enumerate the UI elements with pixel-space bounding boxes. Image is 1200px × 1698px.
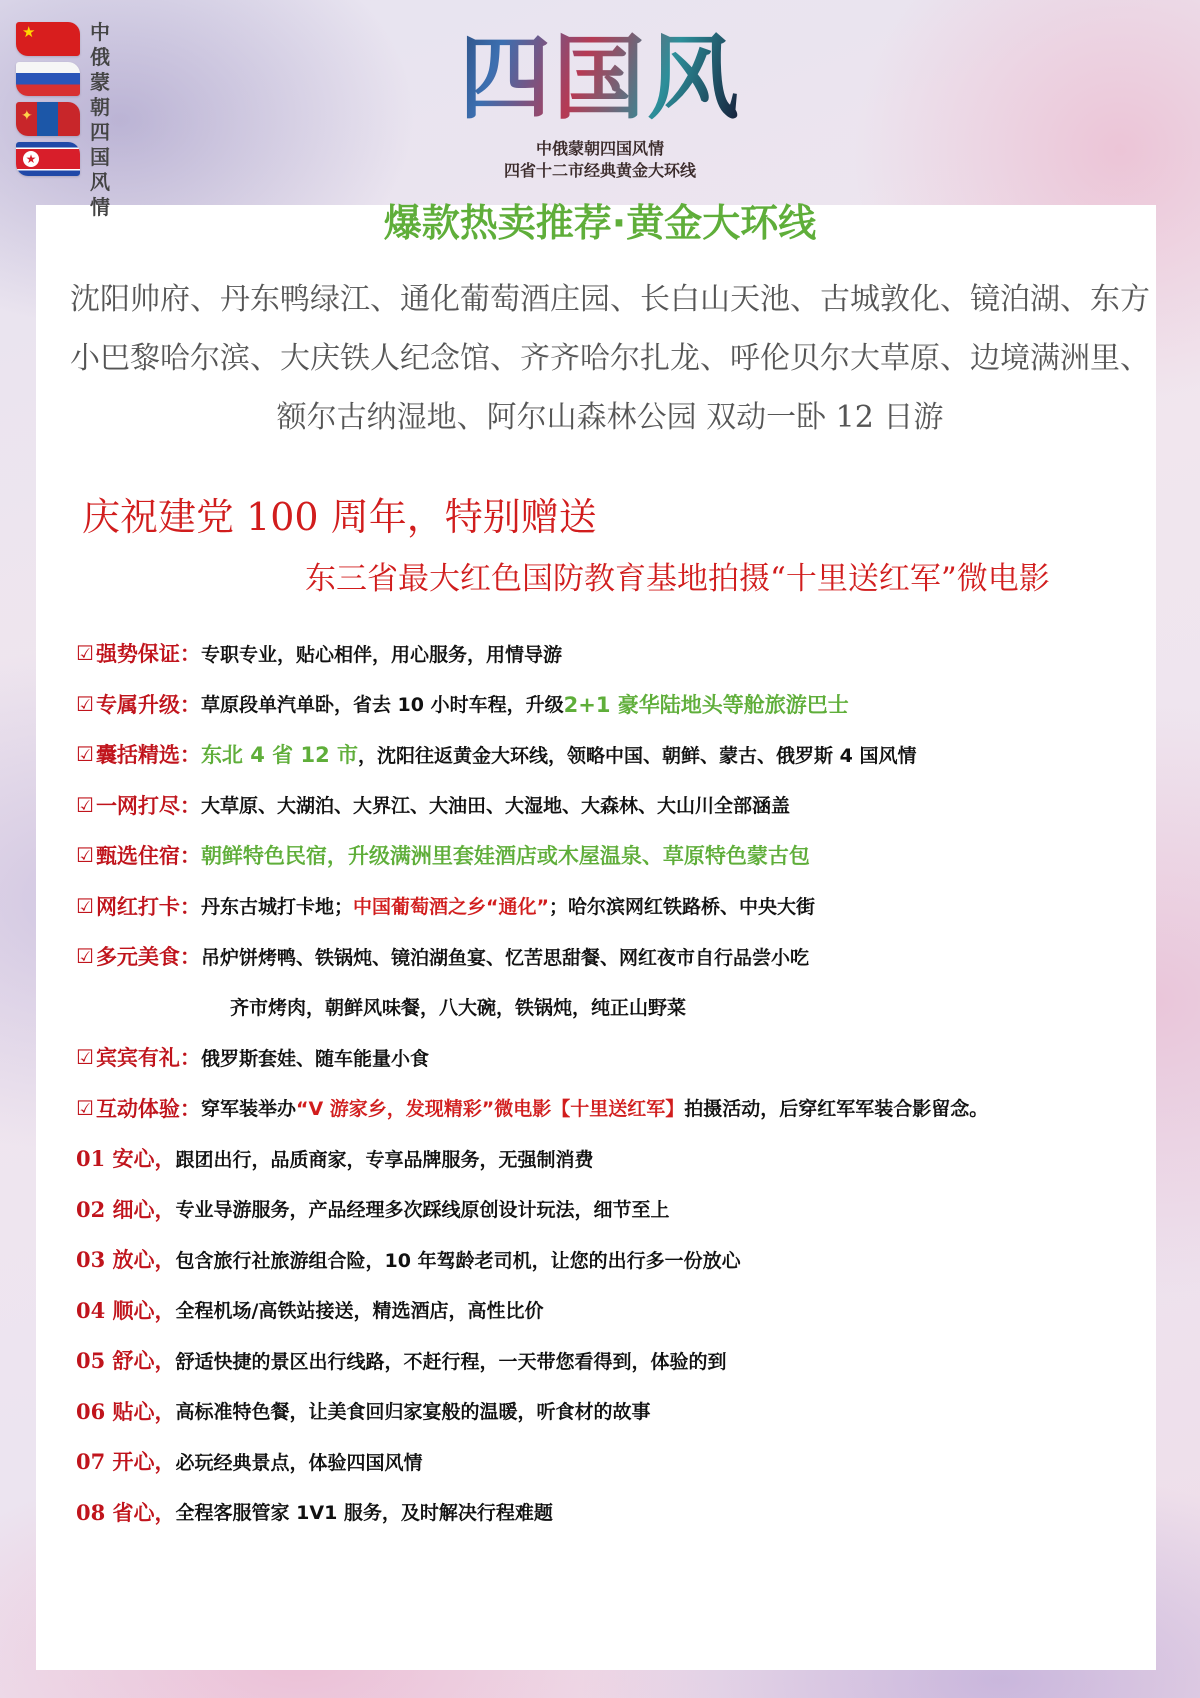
feature-text: 大草原、大湖泊、大界江、大油田、大湿地、大森林、大山川全部涵盖 (200, 795, 790, 818)
promise-row (76, 1133, 1166, 1184)
mongolia-flag (16, 102, 80, 136)
feature-row (76, 830, 1166, 881)
feature-text: 吊炉饼烤鸭、铁锅炖、镜泊湖鱼宴、忆苦思甜餐、网红夜市自行品尝小吃 (200, 946, 809, 969)
checkbox-icon: ☑ (76, 1045, 94, 1070)
route-description: 沈阳帅府、丹东鸭绿江、通化葡萄酒庄园、长白山天池、古城敦化、镜泊湖、东方小巴黎哈尔滨、大庆铁人纪念馆、齐齐哈尔扎龙、呼伦贝尔大草原、边境满洲里、额尔古纳湿地、阿尔山森林公园 双动一卧 12 日游 (70, 282, 1150, 435)
checkbox-icon: ☑ (76, 641, 94, 666)
feature-text: ，沈阳往返黄金大环线，领略中国、朝鲜、蒙古、俄罗斯 4 国风情 (358, 744, 917, 767)
feature-label: 多元美食： (95, 945, 201, 970)
checkbox-icon: ☑ (76, 742, 94, 767)
feature-highlight: “V 游家乡，发现精彩”微电影【十里送红军】 (295, 1098, 685, 1121)
promise-label: 08 省心， (76, 1499, 176, 1525)
promise-row (76, 1234, 1166, 1285)
celebration-subtitle: 东三省最大红色国防教育基地拍摄“十里送红军”微电影 (305, 561, 1050, 597)
north-korea-flag (16, 142, 80, 176)
checkbox-icon: ☑ (76, 792, 94, 817)
logo (400, 18, 800, 198)
vertical-caption: 中俄蒙朝四国风情 (90, 20, 110, 219)
feature-row (76, 1032, 1166, 1083)
logo-subtitle-2: 四省十二市经典黄金大环线 (503, 161, 696, 180)
promise-label: 05 舒心， (76, 1348, 176, 1374)
promise-row (76, 1184, 1166, 1235)
feature-row (76, 780, 1166, 831)
promise-row (76, 1335, 1166, 1386)
feature-row (76, 628, 1166, 679)
headline: 爆款热卖推荐·黄金大环线 (383, 201, 817, 245)
feature-text: 丹东古城打卡地； (200, 896, 353, 919)
soyombo-icon: ✦ (21, 108, 33, 124)
feature-text-2: 拍摄活动，后穿红军军装合影留念。 (684, 1098, 989, 1121)
feature-highlight: 中国葡萄酒之乡“通化” (352, 896, 549, 919)
star-icon: ★ (22, 23, 36, 41)
promise-label: 01 安心， (76, 1146, 176, 1172)
feature-label: 一网打尽： (95, 793, 201, 818)
promise-text: 全程客服管家 1V1 服务，及时解决行程难题 (175, 1502, 553, 1525)
feature-text: 草原段单汽单卧，省去 10 小时车程，升级 (200, 694, 564, 717)
promise-row (76, 1285, 1166, 1336)
feature-label: 宾宾有礼： (95, 1046, 201, 1071)
feature-text: 穿军装举办 (200, 1098, 296, 1121)
feature-text: 专职专业，贴心相伴，用心服务，用情导游 (200, 643, 562, 666)
feature-list (76, 628, 1166, 1537)
promise-label: 02 细心， (76, 1196, 176, 1222)
promise-text: 必玩经典景点，体验四国风情 (175, 1451, 423, 1474)
checkbox-icon: ☑ (76, 1095, 94, 1120)
celebration-title: 庆祝建党 100 周年，特别赠送 (82, 495, 597, 539)
promise-text: 跟团出行，品质商家，专享品牌服务，无强制消费 (175, 1148, 594, 1171)
feature-row (76, 931, 1166, 982)
promise-label: 03 放心， (76, 1247, 176, 1273)
feature-text: 俄罗斯套娃、随车能量小食 (200, 1047, 429, 1070)
feature-row (76, 1083, 1166, 1134)
feature-text: 齐市烤肉，朝鲜风味餐，八大碗，铁锅炖，纯正山野菜 (230, 997, 687, 1020)
feature-label: 专属升级： (95, 692, 201, 717)
promise-label: 07 开心， (76, 1449, 176, 1475)
promise-label: 04 顺心， (76, 1297, 176, 1323)
feature-text-2: ；哈尔滨网红铁路桥、中央大街 (548, 896, 815, 919)
checkbox-icon: ☑ (76, 944, 94, 969)
feature-highlight: 2+1 豪华陆地头等舱旅游巴士 (563, 692, 849, 717)
promise-label: 06 贴心， (76, 1398, 176, 1424)
feature-row (76, 679, 1166, 730)
feature-label: 强势保证： (95, 642, 201, 667)
feature-highlight: 朝鲜特色民宿，升级满洲里套娃酒店或木屋温泉、草原特色蒙古包 (200, 844, 810, 869)
checkbox-icon: ☑ (76, 691, 94, 716)
promise-text: 舒适快捷的景区出行线路，不赶行程，一天带您看得到，体验的到 (175, 1350, 727, 1373)
feature-highlight: 东北 4 省 12 市 (200, 743, 359, 768)
china-flag (16, 22, 80, 56)
feature-label: 甄选住宿： (95, 844, 201, 869)
logo-wordmark: 四国风 (400, 18, 800, 138)
feature-row-continuation (76, 982, 1166, 1033)
promise-text: 高标准特色餐，让美食回归家宴般的温暖，听食材的故事 (175, 1401, 651, 1424)
feature-label: 囊括精选： (95, 743, 201, 768)
flag-stack (16, 22, 82, 182)
promise-text: 全程机场/高铁站接送，精选酒店，高性比价 (175, 1300, 544, 1323)
promise-text: 专业导游服务，产品经理多次踩线原创设计玩法，细节至上 (175, 1199, 670, 1222)
logo-subtitle-1: 中俄蒙朝四国风情 (535, 139, 664, 158)
star-icon: ★ (23, 151, 39, 167)
promise-text: 包含旅行社旅游组合险，10 年驾龄老司机，让您的出行多一份放心 (175, 1249, 741, 1272)
feature-label: 互动体验： (95, 1096, 201, 1121)
russia-flag (16, 62, 80, 96)
feature-row (76, 881, 1166, 932)
feature-row (76, 729, 1166, 780)
promise-row (76, 1436, 1166, 1487)
checkbox-icon: ☑ (76, 843, 94, 868)
promise-row (76, 1487, 1166, 1538)
checkbox-icon: ☑ (76, 893, 94, 918)
promise-row (76, 1386, 1166, 1437)
feature-label: 网红打卡： (95, 894, 201, 919)
